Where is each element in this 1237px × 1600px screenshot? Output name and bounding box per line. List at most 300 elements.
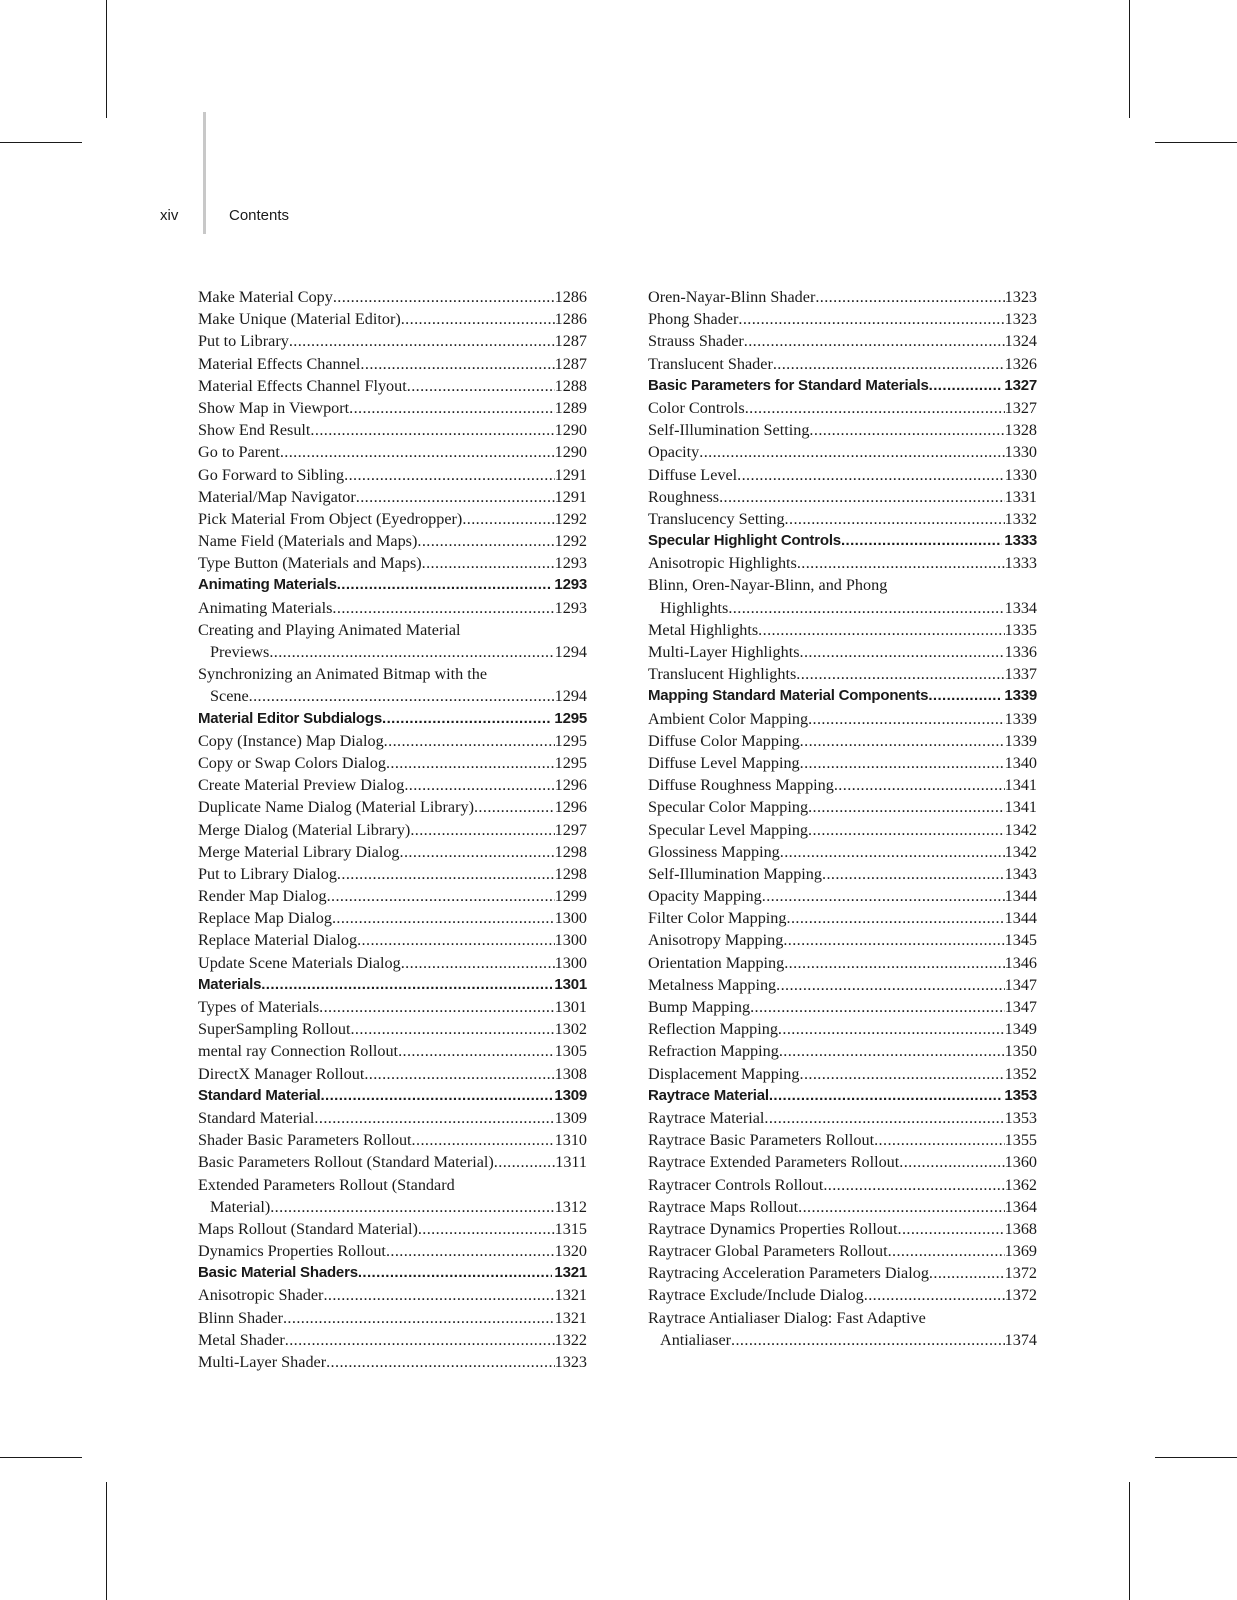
leader-dots [326, 1351, 555, 1373]
toc-entry [198, 1240, 587, 1262]
toc-entry-page: 1346 [1004, 953, 1037, 972]
toc-entry [648, 863, 1037, 885]
toc-section-heading [648, 375, 1037, 397]
toc-section-heading [648, 1085, 1037, 1107]
toc-entry-title: Translucent Highlights [648, 665, 797, 684]
toc-entry-page: 1296 [554, 798, 587, 817]
leader-dots [744, 330, 1005, 352]
toc-entry [198, 841, 587, 863]
toc-entry-title: Raytracer Global Parameters Rollout [648, 1242, 888, 1261]
leader-dots [350, 1018, 554, 1040]
toc-entry [198, 419, 587, 441]
toc-entry-title: Copy or Swap Colors Dialog [198, 753, 386, 772]
leader-dots [699, 441, 1004, 463]
toc-entry-page: 1369 [1004, 1242, 1037, 1261]
toc-entry-page: 1291 [554, 465, 587, 484]
toc-entry-page: 1292 [554, 509, 587, 528]
crop-mark [0, 142, 82, 143]
toc-entry [198, 929, 587, 951]
toc-entry-title: Mapping Standard Material Components [648, 687, 929, 705]
toc-entry-page: 1300 [554, 931, 587, 950]
toc-entry-page: 1286 [554, 288, 587, 306]
toc-entry-page: 1315 [554, 1219, 587, 1238]
toc-entry-title: Create Material Preview Dialog [198, 776, 405, 795]
leader-dots [800, 1063, 1005, 1085]
toc-entry-title: DirectX Manager Rollout [198, 1064, 365, 1083]
toc-entry-page: 1291 [554, 487, 587, 506]
toc-entry [198, 375, 587, 397]
toc-entry [198, 552, 587, 574]
toc-entry-page: 1322 [554, 1330, 587, 1349]
toc-entry-page: 1337 [1004, 665, 1037, 684]
toc-entry [198, 464, 587, 486]
toc-entry-title: Render Map Dialog [198, 887, 327, 906]
toc-entry-title: Material Effects Channel [198, 354, 361, 373]
leader-dots [344, 464, 554, 486]
toc-entry-page: 1296 [554, 776, 587, 795]
toc-entry-title: Metalness Mapping [648, 975, 777, 994]
toc-entry [198, 796, 587, 818]
toc-entry [198, 863, 587, 885]
toc-entry-title: Synchronizing an Animated Bitmap with the [198, 665, 488, 684]
toc-entry-page: 1297 [554, 820, 587, 839]
leader-dots [888, 1240, 1005, 1262]
toc-entry [198, 330, 587, 352]
toc-entry-title: Update Scene Materials Dialog [198, 953, 401, 972]
toc-entry [198, 730, 587, 752]
leader-dots [384, 730, 555, 752]
toc-entry-page: 1305 [554, 1042, 587, 1061]
toc-entry [648, 774, 1037, 796]
toc-entry [198, 597, 587, 619]
toc-entry [198, 1107, 587, 1129]
toc-entry-page: 1301 [554, 975, 587, 993]
toc-entry-page: 1321 [554, 1308, 587, 1327]
toc-entry [648, 796, 1037, 818]
toc-entry-title: Dynamics Properties Rollout [198, 1242, 386, 1261]
toc-entry-title: Basic Parameters Rollout (Standard Material) [198, 1153, 494, 1172]
toc-entry-title: Diffuse Level Mapping [648, 753, 800, 772]
toc-entry-page: 1334 [1004, 598, 1037, 617]
leader-dots [728, 597, 1004, 619]
toc-entry-page: 1323 [1004, 288, 1037, 306]
crop-mark [1155, 142, 1237, 143]
toc-entry-page: 1339 [1004, 687, 1037, 705]
toc-entry [648, 752, 1037, 774]
toc-entry-page: 1368 [1004, 1219, 1037, 1238]
leader-dots [809, 419, 1004, 441]
toc-entry-title: Anisotropic Shader [198, 1286, 324, 1305]
leader-dots [738, 308, 1004, 330]
toc-entry-title: Refraction Mapping [648, 1042, 779, 1061]
toc-section-heading [648, 530, 1037, 552]
leader-dots [808, 796, 1005, 818]
leader-dots [864, 1284, 1005, 1306]
leader-dots [800, 752, 1005, 774]
toc-entry-title: Opacity [648, 443, 700, 462]
toc-entry-page: 1289 [554, 398, 587, 417]
toc-entry-page: 1288 [554, 376, 587, 395]
toc-entry [198, 752, 587, 774]
toc-entry-page: 1339 [1004, 709, 1037, 728]
toc-section-heading [198, 974, 587, 996]
toc-entry-title: Bump Mapping [648, 998, 751, 1016]
leader-dots [319, 996, 554, 1018]
header-rule [203, 112, 206, 234]
toc-entry-page: 1342 [1004, 842, 1037, 861]
toc-entry-title: Shader Basic Parameters Rollout [198, 1131, 412, 1150]
toc-entry-page: 1331 [1004, 487, 1037, 506]
toc-entry [198, 907, 587, 929]
toc-entry [648, 907, 1037, 929]
toc-entry-page: 1290 [554, 443, 587, 462]
leader-dots [270, 1196, 554, 1218]
toc-entry [648, 1018, 1037, 1040]
toc-entry [648, 1151, 1037, 1173]
leader-dots [261, 974, 552, 996]
toc-entry-page: 1292 [554, 532, 587, 551]
toc-entry-title: Types of Materials [198, 998, 320, 1016]
crop-mark [0, 1457, 82, 1458]
toc-entry-page: 1295 [554, 731, 587, 750]
toc-entry-page: 1362 [1004, 1175, 1037, 1194]
toc-entry [198, 1018, 587, 1040]
toc-entry-page: 1327 [1004, 376, 1037, 394]
toc-entry-title: Name Field (Materials and Maps) [198, 532, 418, 551]
toc-entry-title: Raytrace Extended Parameters Rollout [648, 1153, 900, 1172]
leader-dots [929, 375, 1003, 397]
toc-entry-page: 1330 [1004, 465, 1037, 484]
toc-entry-title: Material Editor Subdialogs [198, 709, 382, 727]
leader-dots [800, 641, 1005, 663]
leader-dots [418, 1218, 555, 1240]
toc-entry-page: 1293 [554, 598, 587, 617]
leader-dots [779, 1040, 1005, 1062]
toc-entry-title: Replace Map Dialog [198, 909, 332, 928]
leader-dots [407, 375, 555, 397]
toc-entry-page: 1364 [1004, 1197, 1037, 1216]
crop-mark [1129, 1482, 1130, 1600]
toc-entry-title: Put to Library [198, 332, 289, 351]
toc-entry-page: 1336 [1004, 643, 1037, 661]
toc-entry-title: Glossiness Mapping [648, 842, 780, 861]
leader-dots [398, 1040, 555, 1062]
toc-entry [648, 464, 1037, 486]
leader-dots [778, 1018, 1005, 1040]
leader-dots [333, 286, 555, 308]
toc-entry-title: Oren-Nayar-Blinn Shader [648, 288, 816, 306]
toc-entry-title: Show Map in Viewport [198, 398, 350, 417]
toc-entry [648, 397, 1037, 419]
leader-dots [785, 508, 1005, 530]
toc-entry [648, 1218, 1037, 1240]
toc-entry [648, 708, 1037, 730]
leader-dots [337, 863, 555, 885]
toc-entry-title: Material/Map Navigator [198, 487, 356, 506]
toc-entry-title-cont: Antialiaser [660, 1330, 732, 1349]
leader-dots [462, 508, 554, 530]
leader-dots [787, 907, 1005, 929]
toc-entry [648, 286, 1037, 308]
toc-entry-title: Multi-Layer Highlights [648, 643, 800, 661]
leader-dots [314, 1107, 554, 1129]
leader-dots [899, 1151, 1004, 1173]
toc-entry-title: Material Effects Channel Flyout [198, 376, 407, 395]
toc-entry-title: Diffuse Roughness Mapping [648, 776, 834, 795]
toc-entry-title: Materials [198, 975, 262, 993]
toc-entry [198, 1329, 587, 1351]
toc-entry [648, 974, 1037, 996]
toc-entry-page: 1287 [554, 354, 587, 373]
toc-entry-page: 1343 [1004, 864, 1037, 883]
page-number: xiv [160, 207, 179, 224]
toc-entry-page: 1311 [555, 1153, 587, 1172]
toc-entry-page: 1287 [554, 332, 587, 351]
toc-entry-page: 1309 [554, 1086, 587, 1104]
toc-entry [648, 1307, 1037, 1351]
toc-entry-page: 1335 [1004, 620, 1037, 639]
toc-entry-page: 1308 [554, 1064, 587, 1083]
toc-entry-title-cont: Scene [210, 687, 249, 706]
leader-dots [773, 353, 1005, 375]
toc-entry-page: 1352 [1004, 1064, 1037, 1083]
toc-section-heading [198, 1085, 587, 1107]
toc-entry-title: Metal Highlights [648, 620, 759, 639]
leader-dots [841, 530, 1002, 552]
toc-entry [648, 1040, 1037, 1062]
toc-entry-title: Maps Rollout (Standard Material) [198, 1219, 418, 1238]
leader-dots [796, 663, 1004, 685]
toc-entry [198, 530, 587, 552]
leader-dots [323, 1284, 554, 1306]
toc-entry-page: 1372 [1004, 1286, 1037, 1305]
toc-entry-title: Raytrace Basic Parameters Rollout [648, 1131, 875, 1150]
toc-entry-title-cont: Material) [210, 1197, 271, 1216]
toc-entry-page: 1321 [554, 1286, 587, 1305]
leader-dots [310, 419, 554, 441]
leader-dots [410, 819, 554, 841]
toc-right-column [648, 286, 1037, 1351]
leader-dots [783, 929, 1004, 951]
toc-entry [648, 552, 1037, 574]
leader-dots [797, 552, 1005, 574]
toc-entry-title: Reflection Mapping [648, 1020, 778, 1039]
leader-dots [719, 486, 1005, 508]
crop-mark [106, 1482, 107, 1600]
toc-entry-page: 1301 [554, 998, 587, 1016]
toc-entry [648, 308, 1037, 330]
toc-entry-page: 1312 [554, 1197, 587, 1216]
toc-entry-title: Ambient Color Mapping [648, 709, 809, 728]
toc-entry [198, 286, 587, 308]
toc-entry [198, 619, 587, 663]
toc-entry-page: 1300 [554, 909, 587, 928]
toc-entry-title: Blinn, Oren-Nayar-Blinn, and Phong [648, 576, 888, 595]
toc-entry [648, 508, 1037, 530]
toc-entry-title: Animating Materials [198, 598, 333, 617]
leader-dots [349, 397, 554, 419]
toc-entry-title: Duplicate Name Dialog (Material Library) [198, 798, 474, 817]
leader-dots [412, 1129, 555, 1151]
toc-entry-title: Pick Material From Object (Eyedropper) [198, 509, 463, 528]
toc-entry [198, 1040, 587, 1062]
toc-entry-page: 1332 [1004, 509, 1037, 528]
toc-entry-page: 1355 [1004, 1131, 1037, 1150]
toc-entry-title: Strauss Shader [648, 332, 744, 351]
toc-entry-title: Raytrace Antialiaser Dialog: Fast Adaptive [648, 1308, 926, 1327]
toc-entry-page: 1344 [1004, 887, 1037, 906]
toc-left-column [198, 286, 587, 1373]
leader-dots [360, 353, 554, 375]
toc-entry-page: 1350 [1004, 1042, 1037, 1061]
toc-entry-title: Specular Level Mapping [648, 820, 809, 839]
leader-dots [769, 1085, 1003, 1107]
leader-dots [808, 819, 1005, 841]
leader-dots [898, 1218, 1005, 1240]
toc-entry-page: 1302 [554, 1020, 587, 1039]
toc-entry-page: 1330 [1004, 443, 1037, 462]
leader-dots [327, 885, 555, 907]
leader-dots [382, 708, 552, 730]
toc-section-heading [198, 1262, 587, 1284]
leader-dots [356, 486, 555, 508]
toc-entry [198, 508, 587, 530]
toc-entry-title: Multi-Layer Shader [198, 1353, 327, 1371]
toc-entry-page: 1347 [1004, 998, 1037, 1016]
toc-entry-title: Raytracer Controls Rollout [648, 1175, 824, 1194]
toc-entry [198, 1063, 587, 1085]
leader-dots [762, 885, 1005, 907]
leader-dots [422, 552, 555, 574]
toc-entry [648, 819, 1037, 841]
toc-entry [648, 929, 1037, 951]
toc-entry [198, 885, 587, 907]
toc-entry-title: Raytrace Exclude/Include Dialog [648, 1286, 864, 1305]
toc-entry-title: Displacement Mapping [648, 1064, 800, 1083]
leader-dots [474, 796, 555, 818]
toc-entry [648, 1063, 1037, 1085]
toc-entry-page: 1286 [554, 310, 587, 329]
leader-dots [357, 929, 555, 951]
toc-entry [198, 1284, 587, 1306]
leader-dots [400, 841, 555, 863]
toc-entry [648, 330, 1037, 352]
toc-entry-page: 1341 [1004, 798, 1037, 817]
toc-entry-page: 1321 [554, 1264, 587, 1282]
leader-dots [808, 708, 1005, 730]
toc-entry [198, 1129, 587, 1151]
toc-entry-title: Color Controls [648, 398, 745, 417]
toc-entry [648, 574, 1037, 618]
toc-entry [198, 952, 587, 974]
leader-dots [404, 774, 554, 796]
toc-entry-page: 1298 [554, 864, 587, 883]
leader-dots [745, 397, 1005, 419]
toc-entry-title: mental ray Connection Rollout [198, 1042, 399, 1061]
toc-entry-title: Self-Illumination Mapping [648, 864, 822, 883]
leader-dots [401, 308, 555, 330]
leader-dots [417, 530, 554, 552]
leader-dots [285, 1329, 555, 1351]
toc-entry-title-cont: Previews [210, 643, 270, 661]
toc-entry-title: Standard Material [198, 1108, 315, 1127]
toc-entry-title: Translucent Shader [648, 354, 773, 373]
toc-entry-title: Go to Parent [198, 443, 280, 462]
leader-dots [269, 641, 554, 663]
leader-dots [401, 952, 555, 974]
toc-entry-title: Diffuse Color Mapping [648, 731, 800, 750]
toc-entry [648, 1262, 1037, 1284]
toc-entry-title: Make Material Copy [198, 288, 333, 306]
leader-dots [834, 774, 1005, 796]
toc-entry [648, 441, 1037, 463]
toc-entry [648, 486, 1037, 508]
leader-dots [332, 907, 555, 929]
toc-entry-page: 1294 [554, 687, 587, 706]
toc-entry [198, 819, 587, 841]
leader-dots [823, 1174, 1004, 1196]
leader-dots [731, 1329, 1005, 1351]
toc-entry [648, 1107, 1037, 1129]
toc-entry [198, 397, 587, 419]
toc-entry-title: Make Unique (Material Editor) [198, 310, 401, 329]
toc-entry [648, 730, 1037, 752]
toc-entry-title: Raytrace Dynamics Properties Rollout [648, 1219, 898, 1238]
toc-entry [198, 774, 587, 796]
toc-entry-page: 1341 [1004, 776, 1037, 795]
toc-section-heading [648, 685, 1037, 707]
toc-entry [198, 441, 587, 463]
leader-dots [320, 1085, 552, 1107]
leader-dots [280, 441, 555, 463]
toc-entry-page: 1294 [554, 643, 587, 661]
toc-entry-title: Raytrace Maps Rollout [648, 1197, 799, 1216]
toc-entry-title: Put to Library Dialog [198, 864, 337, 883]
crop-mark [1129, 0, 1130, 118]
toc-entry-page: 1372 [1004, 1264, 1037, 1283]
toc-entry-title: Raytrace Material [648, 1108, 765, 1127]
toc-entry-page: 1342 [1004, 820, 1037, 839]
leader-dots [289, 330, 555, 352]
toc-entry-page: 1293 [554, 554, 587, 573]
toc-entry-title: Copy (Instance) Map Dialog [198, 731, 384, 750]
toc-entry [198, 1307, 587, 1329]
leader-dots [494, 1151, 555, 1173]
leader-dots [815, 286, 1004, 308]
leader-dots [928, 685, 1002, 707]
toc-entry [198, 308, 587, 330]
toc-entry-page: 1344 [1004, 909, 1037, 928]
toc-entry-page: 1333 [1004, 554, 1037, 573]
toc-section-heading [198, 574, 587, 596]
toc-entry-title: Blinn Shader [198, 1308, 283, 1327]
toc-entry-page: 1290 [554, 421, 587, 440]
leader-dots [764, 1107, 1004, 1129]
toc-entry-page: 1340 [1004, 753, 1037, 772]
toc-entry-title-cont: Highlights [660, 598, 729, 617]
toc-entry-page: 1323 [554, 1353, 587, 1371]
toc-entry-title: Diffuse Level [648, 465, 738, 484]
toc-entry-title: Standard Material [198, 1086, 321, 1104]
leader-dots [358, 1262, 553, 1284]
toc-entry-title: Metal Shader [198, 1330, 285, 1349]
leader-dots [283, 1307, 555, 1329]
toc-entry [648, 353, 1037, 375]
leader-dots [386, 752, 555, 774]
toc-entry [648, 952, 1037, 974]
leader-dots [776, 974, 1004, 996]
toc-entry [648, 619, 1037, 641]
